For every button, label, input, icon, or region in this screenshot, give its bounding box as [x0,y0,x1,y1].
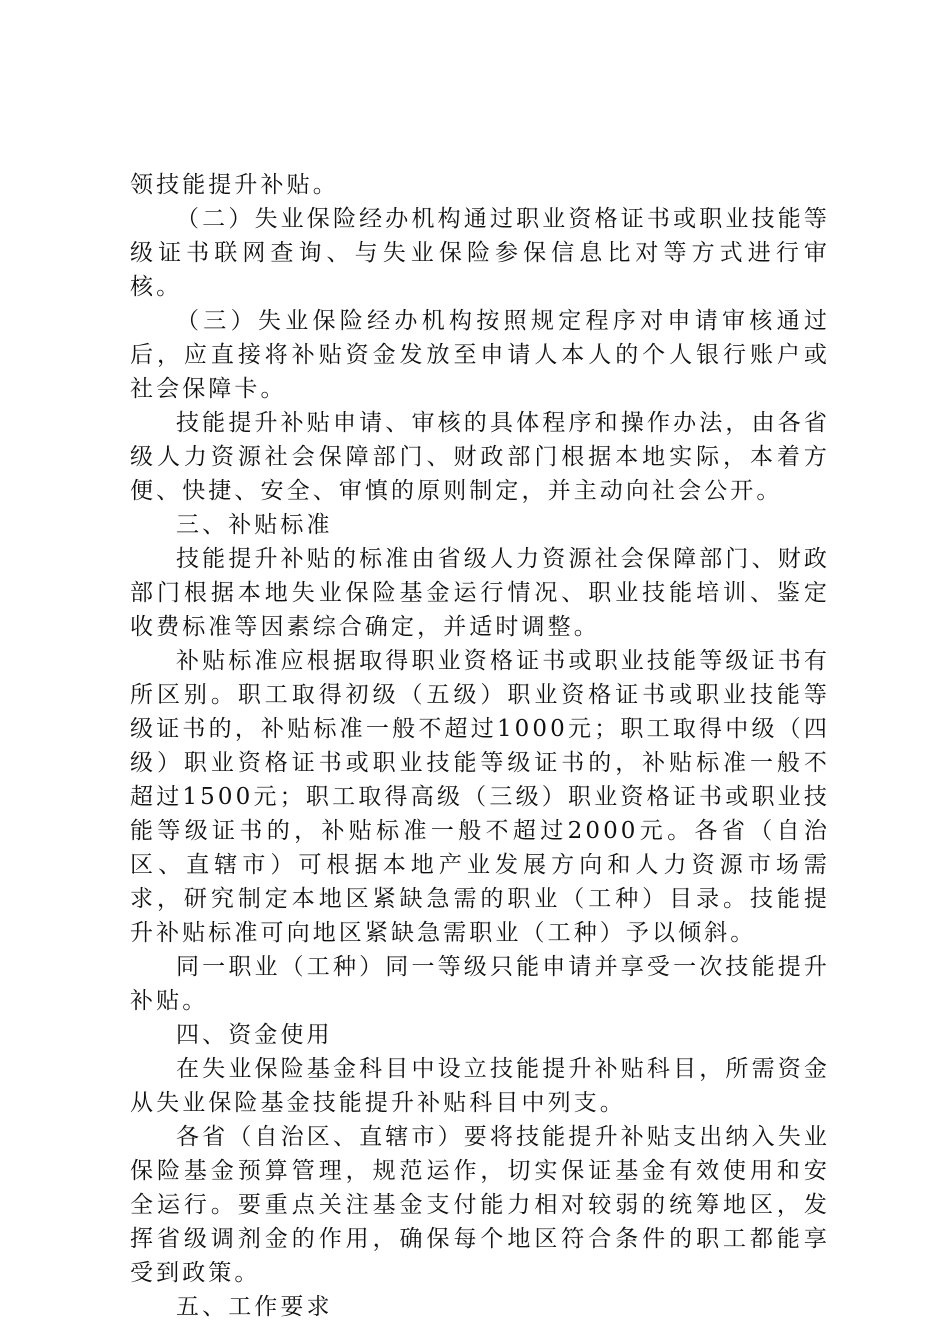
paragraph-budget-management: 各省（自治区、直辖市）要将技能提升补贴支出纳入失业保险基金预算管理，规范运作，切实保证基金有效使用和安全运行。要重点关注基金支付能力相对较弱的统筹地区，发挥省级调剂金的作用，确保每个地区符合条件的职工都能享受到政策。 [130,1124,830,1286]
document-page [130,168,830,1324]
paragraph-continuation: 领技能提升补贴。 [130,172,339,198]
paragraph-standard-setting: 技能提升补贴的标准由省级人力资源社会保障部门、财政部门根据本地失业保险基金运行情况、职业技能培训、鉴定收费标准等因素综合确定，并适时调整。 [130,546,830,640]
paragraph-review-method: （二）失业保险经办机构通过职业资格证书或职业技能等级证书联网查询、与失业保险参保信息比对等方式进行审核。 [130,206,830,300]
section-heading-fund-usage: 四、资金使用 [176,1022,333,1048]
paragraph-fund-disbursement: （三）失业保险经办机构按照规定程序对申请审核通过后，应直接将补贴资金发放至申请人本人的个人银行账户或社会保障卡。 [130,308,830,402]
paragraph-procedure: 技能提升补贴申请、审核的具体程序和操作办法，由各省级人力资源社会保障部门、财政部门根据本地实际，本着方便、快捷、安全、审慎的原则制定，并主动向社会公开。 [130,410,830,504]
section-heading-subsidy-standard: 三、补贴标准 [176,512,333,538]
section-heading-work-requirements: 五、工作要求 [176,1294,333,1320]
paragraph-once-only: 同一职业（工种）同一等级只能申请并享受一次技能提升补贴。 [130,954,830,1014]
paragraph-fund-account: 在失业保险基金科目中设立技能提升补贴科目，所需资金从失业保险基金技能提升补贴科目中列支。 [130,1056,830,1116]
paragraph-standard-levels: 补贴标准应根据取得职业资格证书或职业技能等级证书有所区别。职工取得初级（五级）职业资格证书或职业技能等级证书的，补贴标准一般不超过1000元；职工取得中级（四级）职业资格证书或职业技能等级证书的，补贴标准一般不超过1500元；职工取得高级（三级）职业资格证书或职业技能等级证书的，补贴标准一般不超过2000元。各省（自治区、直辖市）可根据本地产业发展方向和人力资源市场需求，研究制定本地区紧缺急需的职业（工种）目录。技能提升补贴标准可向地区紧缺急需职业（工种）予以倾斜。 [130,648,830,946]
